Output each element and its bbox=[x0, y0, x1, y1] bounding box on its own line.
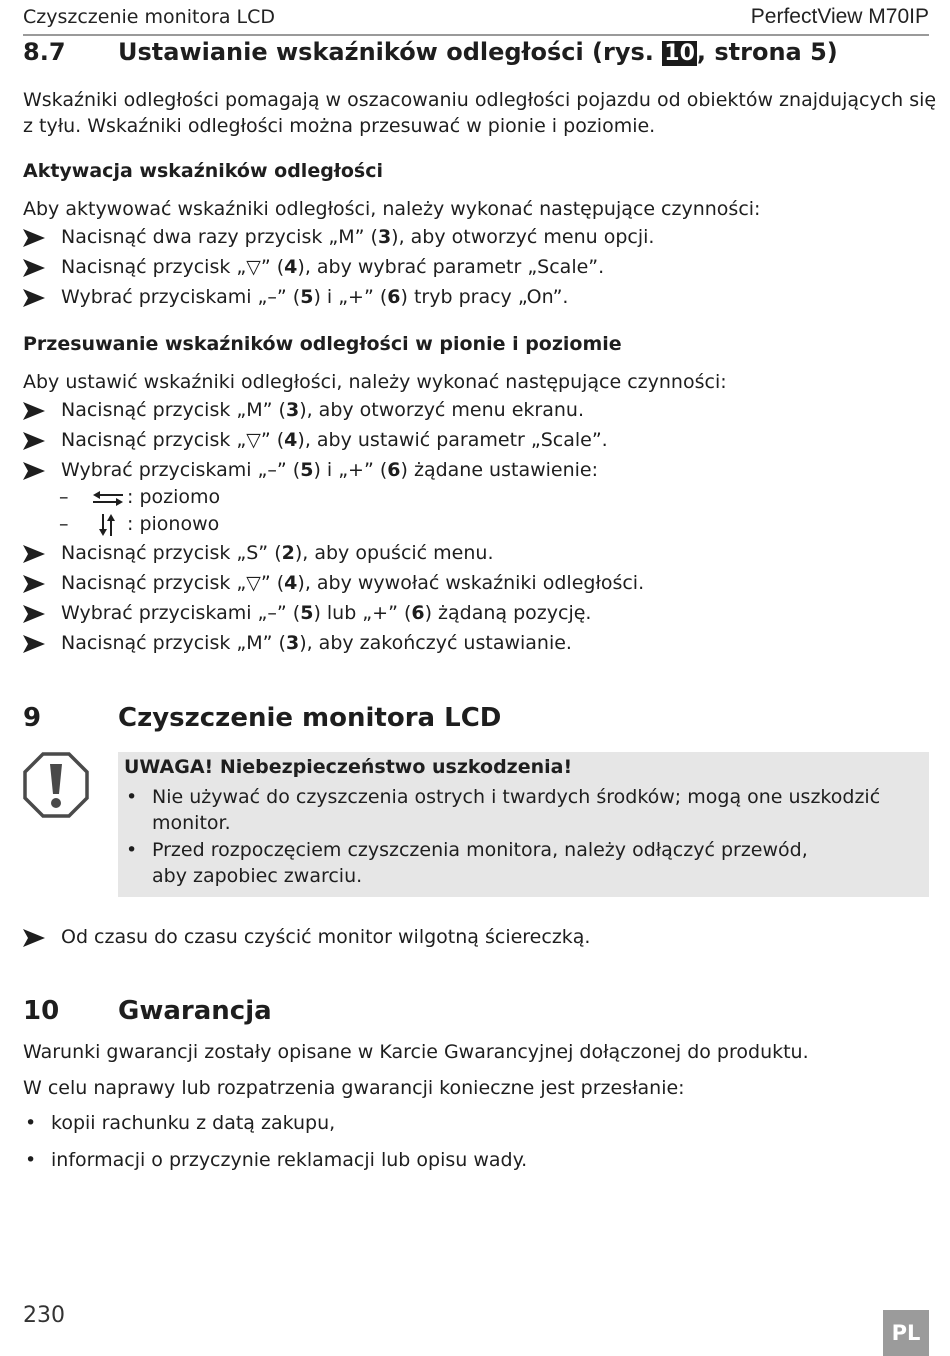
horizontal-arrows-icon bbox=[91, 486, 125, 510]
step-arrow-icon bbox=[23, 635, 45, 653]
header-product-name: PerfectView M70IP bbox=[750, 5, 929, 28]
section-number: 9 bbox=[23, 703, 42, 733]
step-arrow-icon bbox=[23, 432, 45, 450]
moving-heading: Przesuwanie wskaźników odległości w pionie i poziomie bbox=[23, 333, 622, 355]
option-label: : poziomo bbox=[127, 486, 221, 508]
page-number: 230 bbox=[23, 1303, 65, 1328]
header-chapter-title: Czyszczenie monitora LCD bbox=[23, 6, 276, 28]
step-arrow-icon bbox=[23, 575, 45, 593]
activation-heading: Aktywacja wskaźników odległości bbox=[23, 160, 383, 182]
section-number: 10 bbox=[23, 996, 60, 1026]
activation-lead: Aby aktywować wskaźniki odległości, należy wykonać następujące czynności: bbox=[23, 198, 761, 220]
moving-lead: Aby ustawić wskaźniki odległości, należy wykonać następujące czynności: bbox=[23, 371, 727, 393]
step-arrow-icon bbox=[23, 605, 45, 623]
step-arrow-icon bbox=[23, 289, 45, 307]
language-tab: PL bbox=[883, 1310, 929, 1356]
warning-box: UWAGA! Niebezpieczeństwo uszkodzenia! • Nie używać do czyszczenia ostrych i twardych środków; mogą one uszkodzić monitor. • Przed rozpoczęciem czyszczenia monitora, należy odłączyć przewód, aby zapobiec zwarciu. bbox=[118, 752, 929, 897]
option-label: : pionowo bbox=[127, 513, 220, 535]
warranty-paragraph-1: Warunki gwarancji zostały opisane w Karcie Gwarancyjnej dołączonej do produktu. bbox=[23, 1041, 809, 1063]
section-title: Czyszczenie monitora LCD bbox=[118, 703, 502, 733]
page-header bbox=[23, 4, 929, 36]
step-arrow-icon bbox=[23, 545, 45, 563]
warranty-paragraph-2: W celu naprawy lub rozpatrzenia gwarancji konieczne jest przesłanie: bbox=[23, 1077, 685, 1099]
step-arrow-icon bbox=[23, 929, 45, 947]
warning-octagon-icon bbox=[23, 752, 89, 818]
vertical-arrows-icon bbox=[91, 513, 125, 537]
intro-line-2: z tyłu. Wskaźniki odległości można przesuwać w pionie i poziomie. bbox=[23, 115, 656, 137]
section-number: 8.7 bbox=[23, 38, 66, 66]
figure-badge: 10 bbox=[664, 41, 695, 66]
intro-line-1: Wskaźniki odległości pomagają w oszacowaniu odległości pojazdu od obiektów znajdujących się bbox=[23, 89, 937, 111]
warning-title: UWAGA! Niebezpieczeństwo uszkodzenia! bbox=[124, 756, 573, 778]
step-arrow-icon bbox=[23, 462, 45, 480]
section-title: Gwarancja bbox=[118, 996, 272, 1026]
step-arrow-icon bbox=[23, 402, 45, 420]
section-title: Ustawianie wskaźników odległości (rys. 10, strona 5) bbox=[118, 38, 838, 66]
step-arrow-icon bbox=[23, 229, 45, 247]
step-arrow-icon bbox=[23, 259, 45, 277]
